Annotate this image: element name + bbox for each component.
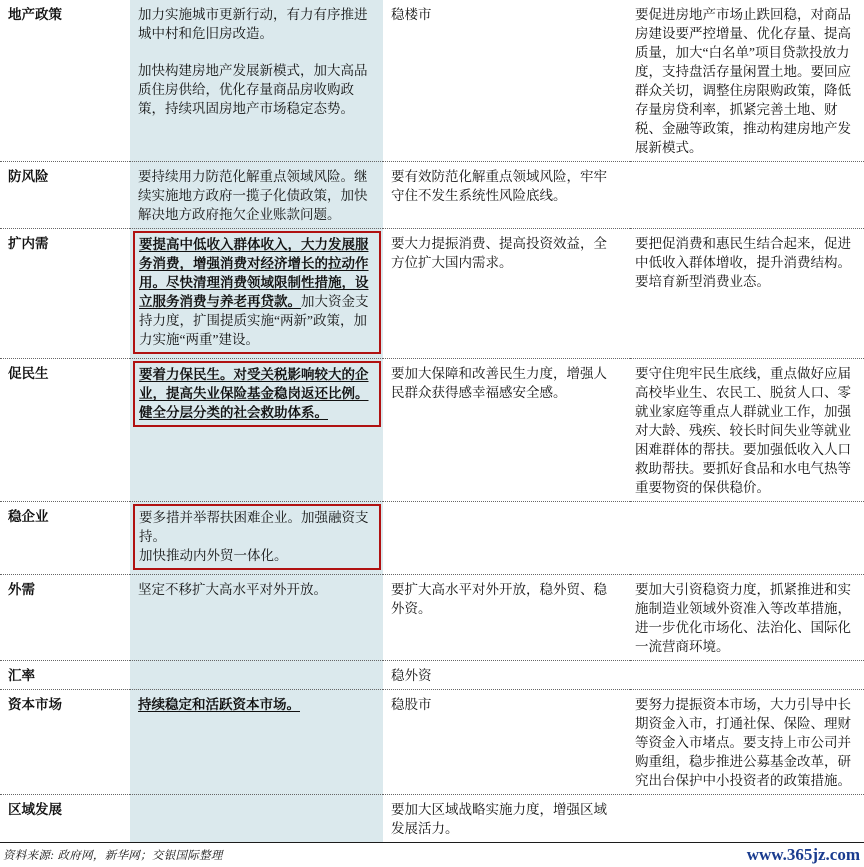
meeting-note-cell	[630, 795, 864, 843]
category-cell: 外需	[0, 575, 130, 661]
highlight-box	[133, 361, 381, 427]
plain-text: 要持续用力防范化解重点领域风险。继续实施地方政府一揽子化债政策，加快解决地方政府拖欠企业账款问题。	[138, 169, 368, 222]
highlight-box	[133, 504, 381, 570]
measure-paragraph	[138, 61, 377, 118]
category-cell: 区域发展	[0, 795, 130, 843]
measure-paragraph	[139, 546, 375, 565]
policy-measures-cell	[130, 229, 383, 359]
table-row	[0, 359, 864, 502]
table-row	[0, 162, 864, 229]
measure-paragraph	[138, 5, 377, 43]
policy-goal-cell: 稳外资	[383, 661, 630, 690]
emphasized-text: 要着力保民生。对受关税影响较大的企业，提高失业保险基金稳岗返还比例。健全分层分类的社会救助体系。	[139, 367, 369, 420]
table-row	[0, 0, 864, 162]
category-cell: 汇率	[0, 661, 130, 690]
footer	[0, 842, 864, 867]
policy-goal-cell	[383, 502, 630, 575]
policy-goal-cell: 要加大区域战略实施力度，增强区域发展活力。	[383, 795, 630, 843]
policy-goal-cell: 要大力提振消费、提高投资效益，全方位扩大国内需求。	[383, 229, 630, 359]
measure-paragraph	[138, 167, 377, 224]
highlight-box	[133, 231, 381, 354]
meeting-note-cell	[630, 661, 864, 690]
meeting-note-cell: 要守住兜牢民生底线，重点做好应届高校毕业生、农民工、脱贫人口、零就业家庭等重点人群就业工作，加强对大龄、残疾、较长时间失业等就业困难群体的帮扶。要加强低收入人口救助帮扶。要抓好食品和水电气热等重要物资的保供稳价。	[630, 359, 864, 502]
policy-measures-cell	[130, 502, 383, 575]
plain-text: 加力实施城市更新行动，有力有序推进城中村和危旧房改造。	[138, 7, 368, 41]
meeting-note-cell	[630, 162, 864, 229]
table-row	[0, 795, 864, 843]
emphasized-text: 要提高中低收入群体收入，大力发展服务消费，增强消费对经济增长的拉动作用。尽快清理消费领域限制性措施，设立服务消费与养老再贷款。	[139, 237, 369, 309]
measure-paragraph	[139, 508, 375, 546]
category-cell: 地产政策	[8, 7, 62, 22]
table-row	[0, 229, 864, 359]
meeting-note-cell	[630, 502, 864, 575]
table-row	[0, 575, 864, 661]
measure-paragraph	[138, 580, 377, 599]
category-cell: 促民生	[0, 359, 130, 502]
measure-paragraph	[139, 365, 375, 422]
policy-goal-cell: 要加大保障和改善民生力度，增强人民群众获得感幸福感安全感。	[383, 359, 630, 502]
meeting-note-cell: 要把促消费和惠民生结合起来，促进中低收入群体增收，提升消费结构。要培育新型消费业态。	[630, 229, 864, 359]
policy-goal-cell: 要扩大高水平对外开放，稳外贸、稳外资。	[383, 575, 630, 661]
policy-measures-cell	[130, 162, 383, 229]
policy-measures-cell	[130, 690, 383, 795]
emphasized-text: 持续稳定和活跃资本市场。	[138, 697, 300, 712]
meeting-note-cell: 要加大引资稳资力度，抓紧推进和实施制造业领域外资准入等改革措施，进一步优化市场化、法治化、国际化一流营商环境。	[630, 575, 864, 661]
website-link[interactable]: www.365jz.com	[746, 845, 860, 864]
policy-measures-cell	[130, 795, 383, 843]
table-row	[0, 502, 864, 575]
policy-goal-cell: 稳楼市	[391, 7, 432, 22]
plain-text: 坚定不移扩大高水平对外开放。	[138, 582, 327, 597]
table-row	[0, 661, 864, 690]
measure-paragraph	[139, 235, 375, 349]
table-row	[0, 690, 864, 795]
source-note: 资料来源: 政府网，新华网；交银国际整理	[3, 850, 223, 862]
policy-measures-cell	[130, 575, 383, 661]
meeting-note-cell: 要努力提振资本市场，大力引导中长期资金入市，打通社保、保险、理财等资金入市堵点。要支持上市公司并购重组，稳步推进公募基金改革，研究出台保护中小投资者的政策措施。	[630, 690, 864, 795]
plain-text: 加快推动内外贸一体化。	[139, 548, 288, 563]
policy-goal-cell: 要有效防范化解重点领域风险，牢牢守住不发生系统性风险底线。	[383, 162, 630, 229]
policy-measures-cell	[130, 661, 383, 690]
policy-measures-cell	[130, 359, 383, 502]
category-cell: 扩内需	[0, 229, 130, 359]
policy-measures-cell	[130, 0, 383, 162]
category-cell: 资本市场	[0, 690, 130, 795]
policy-goal-cell: 稳股市	[383, 690, 630, 795]
measure-paragraph	[138, 695, 377, 714]
meeting-note-cell: 要促进房地产市场止跌回稳，对商品房建设要严控增量、优化存量、提高质量，加大“白名单”项目贷款投放力度，支持盘活存量闲置土地。要回应群众关切，调整住房限购政策，降低存量房贷利率，抓紧完善土地、财税、金融等政策，推动构建房地产发展新模式。	[635, 7, 851, 155]
plain-text: 加快构建房地产发展新模式，加大高品质住房供给，优化存量商品房收购政策，持续巩固房地产市场稳定态势。	[138, 63, 368, 116]
category-cell: 防风险	[0, 162, 130, 229]
plain-text: 要多措并举帮扶困难企业。加强融资支持。	[139, 510, 369, 544]
category-cell: 稳企业	[0, 502, 130, 575]
plain-text: 加大资金支持力度，扩围提质实施“两新”政策，加力实施“两重”建设。	[139, 294, 369, 347]
